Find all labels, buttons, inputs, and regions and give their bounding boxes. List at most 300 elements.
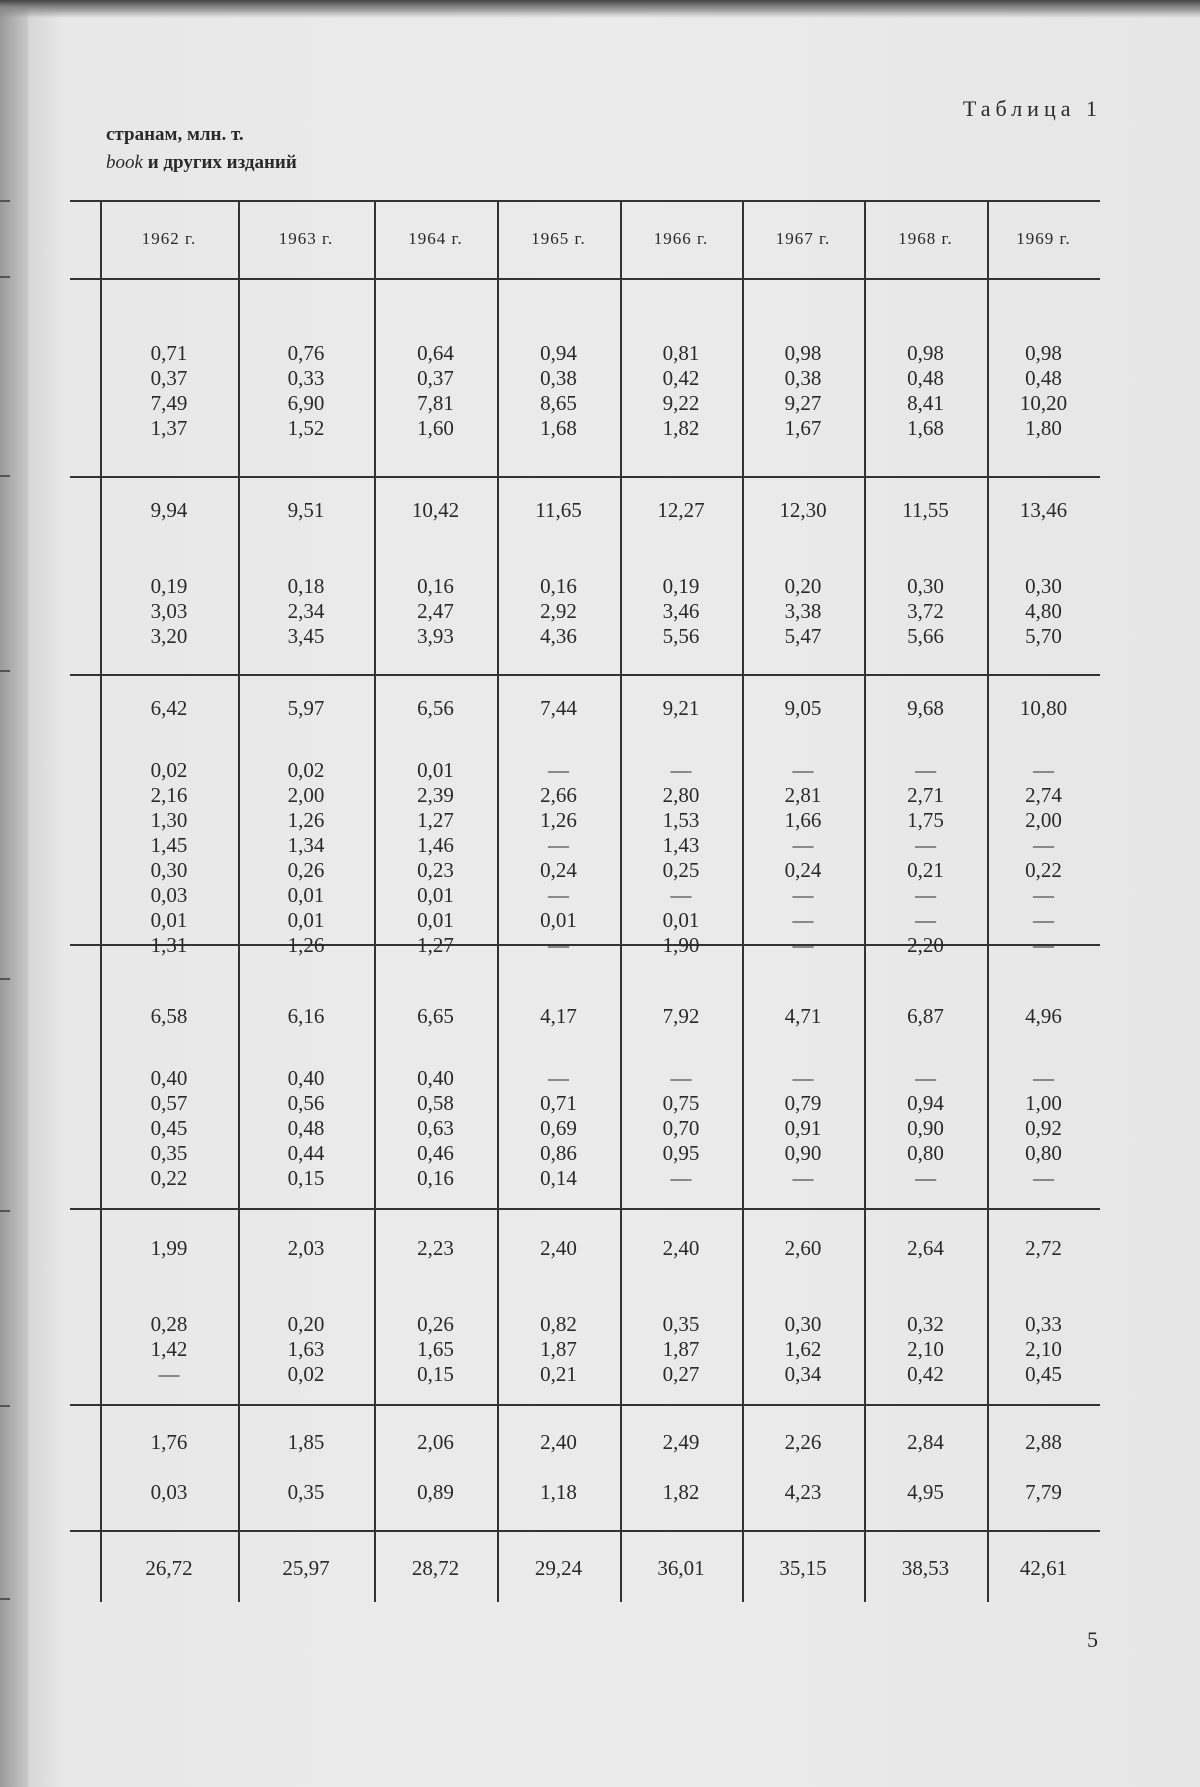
table-value: 0,21 <box>540 1362 577 1386</box>
value-column <box>104 341 234 441</box>
year-header: 1965 г. <box>531 229 586 248</box>
table-value: 2,74 <box>1025 783 1062 807</box>
table-value: 0,37 <box>150 366 188 390</box>
table-value: 2,81 <box>784 783 822 807</box>
table-value: 1,82 <box>662 416 700 440</box>
table-value: 1,43 <box>662 833 700 857</box>
table-value: 0,48 <box>1025 366 1062 390</box>
table-value: 0,02 <box>287 1362 325 1386</box>
table-value: 2,34 <box>287 599 325 623</box>
table-value: 6,90 <box>287 391 325 415</box>
table-value: — <box>915 758 936 782</box>
table-value: 3,72 <box>907 599 944 623</box>
table-value: 1,45 <box>150 833 188 857</box>
table-value: 0,35 <box>287 1480 325 1504</box>
table-value: 0,34 <box>784 1362 822 1386</box>
group-total-value: 6,58 <box>150 1004 188 1028</box>
value-column <box>991 1480 1096 1505</box>
table-value: 0,15 <box>287 1166 325 1190</box>
table-value: 0,16 <box>417 574 454 598</box>
table-value: 0,58 <box>417 1091 454 1115</box>
group-total-value: 7,92 <box>662 1004 700 1028</box>
value-column <box>104 1312 234 1387</box>
value-column <box>746 341 860 441</box>
group-total-value: 6,42 <box>150 696 188 720</box>
group-total-value: 29,24 <box>534 1556 583 1580</box>
table-value: — <box>548 883 569 907</box>
table-value: — <box>915 908 936 932</box>
table-value: 1,27 <box>417 933 454 957</box>
value-column <box>746 1066 860 1191</box>
table-value: 0,01 <box>417 883 454 907</box>
column-divider <box>864 200 866 1602</box>
group-total-value: 36,01 <box>657 1556 705 1580</box>
table-value: 0,75 <box>662 1091 700 1115</box>
value-column <box>242 1480 370 1505</box>
column-divider <box>742 200 744 1602</box>
group-total-value: 2,49 <box>662 1430 700 1454</box>
table-value: 0,33 <box>1025 1312 1062 1336</box>
table-value: — <box>158 1362 180 1386</box>
table-value: 2,47 <box>417 599 454 623</box>
table-value: 8,41 <box>907 391 944 415</box>
table-value: 5,56 <box>662 624 700 648</box>
group-total-value: 2,84 <box>907 1430 944 1454</box>
value-column <box>104 758 234 958</box>
table-value: 0,35 <box>662 1312 700 1336</box>
table-value: 0,26 <box>287 858 325 882</box>
table-value: 0,03 <box>150 1480 188 1504</box>
table-value: 0,79 <box>784 1091 822 1115</box>
table-value: 0,45 <box>1025 1362 1062 1386</box>
table-value: 0,42 <box>907 1362 944 1386</box>
group-total-value: 2,40 <box>540 1236 577 1260</box>
table-value: 0,40 <box>417 1066 454 1090</box>
table-value: 1,46 <box>417 833 454 857</box>
table-value: 7,79 <box>1025 1480 1062 1504</box>
table-value: 1,68 <box>907 416 944 440</box>
table-value: 0,86 <box>540 1141 577 1165</box>
column-divider <box>100 200 102 1602</box>
table-value: 0,95 <box>662 1141 700 1165</box>
table-value: 9,27 <box>784 391 822 415</box>
header-line-1: странам, млн. т. <box>106 124 244 145</box>
table-value: 7,49 <box>150 391 188 415</box>
table-value: 0,42 <box>662 366 700 390</box>
table-value: 0,27 <box>662 1362 700 1386</box>
group-total-value: 11,55 <box>902 498 949 522</box>
value-column <box>501 1312 616 1387</box>
margin-mark <box>0 1405 10 1407</box>
table-value: 0,40 <box>287 1066 325 1090</box>
group-total-value: 4,96 <box>1025 1004 1062 1028</box>
group-total-value: 11,65 <box>535 498 582 522</box>
group-total-value: 1,99 <box>150 1236 188 1260</box>
table-value: 0,01 <box>417 908 454 932</box>
table-value: 0,01 <box>150 908 188 932</box>
value-column <box>378 1312 493 1387</box>
table-value: — <box>548 1066 569 1090</box>
table-value: 4,23 <box>784 1480 822 1504</box>
table-value: 0,82 <box>540 1312 577 1336</box>
value-column <box>242 758 370 958</box>
value-column <box>868 1312 983 1387</box>
table-value: 0,01 <box>540 908 577 932</box>
table-value: 3,38 <box>784 599 822 623</box>
value-column <box>624 574 738 649</box>
margin-mark <box>0 200 10 202</box>
table-value: 2,71 <box>907 783 944 807</box>
table-value: — <box>1033 1066 1054 1090</box>
margin-mark <box>0 670 10 672</box>
group-total-value: 2,88 <box>1025 1430 1062 1454</box>
table-value: 0,21 <box>907 858 944 882</box>
table-value: 2,00 <box>287 783 325 807</box>
header-line-2-rest: и других изданий <box>147 152 297 173</box>
column-divider <box>620 200 622 1602</box>
table-value: 0,32 <box>907 1312 944 1336</box>
table-value: 0,30 <box>1025 574 1062 598</box>
value-column <box>624 1312 738 1387</box>
table-value: 0,48 <box>907 366 944 390</box>
value-column <box>624 1480 738 1505</box>
table-value: 9,22 <box>662 391 700 415</box>
value-column <box>868 341 983 441</box>
table-value: 0,69 <box>540 1116 577 1140</box>
value-column <box>501 574 616 649</box>
value-column <box>624 341 738 441</box>
value-column <box>501 1066 616 1191</box>
table-value: 0,01 <box>417 758 454 782</box>
table-value: 0,71 <box>150 341 188 365</box>
group-total-value: 6,56 <box>417 696 454 720</box>
table-value: 1,30 <box>150 808 188 832</box>
table-value: 2,92 <box>540 599 577 623</box>
value-column <box>378 574 493 649</box>
year-header: 1967 г. <box>775 229 831 248</box>
group-total-value: 25,97 <box>282 1556 330 1580</box>
table-value: 2,00 <box>1025 808 1062 832</box>
table-value: 0,24 <box>540 858 577 882</box>
table-value: 0,90 <box>907 1116 944 1140</box>
group-total-value: 35,15 <box>779 1556 827 1580</box>
table-value: 0,90 <box>784 1141 822 1165</box>
table-value: 0,22 <box>150 1166 188 1190</box>
table-value: — <box>792 1066 814 1090</box>
table-value: 0,63 <box>417 1116 454 1140</box>
table-value: 1,63 <box>287 1337 325 1361</box>
table-value: 1,80 <box>1025 416 1062 440</box>
table-value: 1,26 <box>287 933 325 957</box>
group-total-value: 9,51 <box>287 498 325 522</box>
value-column <box>991 758 1096 958</box>
table-value: 1,52 <box>287 416 325 440</box>
group-total-value: 5,97 <box>287 696 325 720</box>
table-value: 0,20 <box>784 574 822 598</box>
table-value: 0,38 <box>784 366 822 390</box>
group-total-value: 26,72 <box>145 1556 193 1580</box>
group-total-value: 9,94 <box>150 498 188 522</box>
table-value: 0,92 <box>1025 1116 1062 1140</box>
value-column <box>378 758 493 958</box>
value-column <box>991 574 1096 649</box>
table-value: — <box>670 1066 692 1090</box>
table-value: 3,93 <box>417 624 454 648</box>
value-column <box>868 574 983 649</box>
table-value: 1,90 <box>662 933 700 957</box>
value-column <box>991 341 1096 441</box>
value-column <box>991 1312 1096 1387</box>
table-value: 3,20 <box>150 624 188 648</box>
table-value: 0,02 <box>287 758 325 782</box>
table-value: 5,70 <box>1025 624 1062 648</box>
table-value: 0,64 <box>417 341 454 365</box>
year-header: 1966 г. <box>653 229 709 248</box>
data-table <box>70 200 1100 1602</box>
table-value: 0,19 <box>150 574 188 598</box>
table-value: 0,30 <box>907 574 944 598</box>
table-value: 2,10 <box>907 1337 944 1361</box>
group-total-value: 2,72 <box>1025 1236 1062 1260</box>
group-total-value: 4,17 <box>540 1004 577 1028</box>
table-rule <box>70 1404 1100 1406</box>
table-value: 5,47 <box>784 624 822 648</box>
table-value: 0,28 <box>150 1312 188 1336</box>
table-value: 0,81 <box>662 341 700 365</box>
value-column <box>501 1480 616 1505</box>
table-value: 1,37 <box>150 416 188 440</box>
table-value: — <box>1033 933 1054 957</box>
value-column <box>501 341 616 441</box>
group-total-value: 4,71 <box>784 1004 822 1028</box>
group-total-value: 1,85 <box>287 1430 325 1454</box>
table-value: 10,20 <box>1019 391 1068 415</box>
table-value: 3,46 <box>662 599 700 623</box>
table-value: 0,30 <box>784 1312 822 1336</box>
table-value: 2,10 <box>1025 1337 1062 1361</box>
page-number: 5 <box>1087 1627 1098 1652</box>
table-value: 2,80 <box>662 783 700 807</box>
table-value: — <box>792 758 814 782</box>
table-value: 1,66 <box>784 808 822 832</box>
table-value: 0,98 <box>907 341 944 365</box>
year-header: 1962 г. <box>141 229 197 248</box>
table-value: 0,26 <box>417 1312 454 1336</box>
table-value: 2,39 <box>417 783 454 807</box>
table-value: 0,46 <box>417 1141 454 1165</box>
table-value: 0,24 <box>784 858 822 882</box>
value-column <box>242 341 370 441</box>
table-value: 0,40 <box>150 1066 188 1090</box>
table-value: 1,31 <box>150 933 188 957</box>
value-column <box>746 1480 860 1505</box>
table-rule <box>70 1530 1100 1532</box>
table-value: 0,98 <box>1025 341 1062 365</box>
table-value: 0,70 <box>662 1116 700 1140</box>
table-value: 0,22 <box>1025 858 1062 882</box>
table-value: 1,68 <box>540 416 577 440</box>
group-total-value: 2,40 <box>540 1430 577 1454</box>
table-value: 0,33 <box>287 366 325 390</box>
table-value: 4,80 <box>1025 599 1062 623</box>
table-value: — <box>1033 758 1054 782</box>
group-total-value: 1,76 <box>150 1430 188 1454</box>
scan-shadow <box>0 0 1200 18</box>
table-value: 1,26 <box>540 808 577 832</box>
table-value: — <box>670 1166 692 1190</box>
table-value: 1,27 <box>417 808 454 832</box>
header-italic-word: book <box>106 152 143 173</box>
table-value: 1,82 <box>662 1480 700 1504</box>
table-value: 0,01 <box>287 908 325 932</box>
table-value: 0,91 <box>784 1116 822 1140</box>
value-column <box>104 574 234 649</box>
table-value: — <box>792 833 814 857</box>
table-value: — <box>1033 908 1054 932</box>
table-value: 0,02 <box>150 758 188 782</box>
table-value: 7,81 <box>417 391 454 415</box>
table-value: 8,65 <box>540 391 577 415</box>
value-column <box>868 1066 983 1191</box>
group-total-value: 6,16 <box>287 1004 325 1028</box>
table-value: 0,15 <box>417 1362 454 1386</box>
table-value: 0,16 <box>540 574 577 598</box>
table-rule <box>70 278 1100 280</box>
table-value: 3,03 <box>150 599 188 623</box>
table-value: — <box>792 933 814 957</box>
group-total-value: 12,27 <box>657 498 705 522</box>
value-column <box>868 758 983 958</box>
table-value: 1,87 <box>662 1337 700 1361</box>
value-column <box>746 758 860 958</box>
table-value: — <box>792 1166 814 1190</box>
column-divider <box>497 200 499 1602</box>
group-total-value: 2,26 <box>784 1430 822 1454</box>
table-rule <box>70 1208 1100 1210</box>
table-rule <box>70 674 1100 676</box>
table-value: 5,66 <box>907 624 944 648</box>
table-value: 1,42 <box>150 1337 188 1361</box>
group-total-value: 28,72 <box>411 1556 460 1580</box>
table-value: 3,45 <box>287 624 325 648</box>
table-rule <box>70 476 1100 478</box>
table-value: 4,95 <box>907 1480 944 1504</box>
table-value: 0,25 <box>662 858 700 882</box>
year-header: 1968 г. <box>898 229 953 248</box>
table-value: 0,14 <box>540 1166 577 1190</box>
table-value: 2,66 <box>540 783 577 807</box>
table-value: 0,16 <box>417 1166 454 1190</box>
value-column <box>378 1480 493 1505</box>
table-value: 0,19 <box>662 574 700 598</box>
table-value: 0,30 <box>150 858 188 882</box>
value-column <box>242 574 370 649</box>
table-value: 0,98 <box>784 341 822 365</box>
table-value: 2,16 <box>150 783 188 807</box>
margin-mark <box>0 1598 10 1600</box>
value-column <box>746 574 860 649</box>
group-total-value: 9,21 <box>662 696 700 720</box>
table-value: 1,18 <box>540 1480 577 1504</box>
margin-mark <box>0 1210 10 1212</box>
table-value: 2,20 <box>907 933 944 957</box>
table-value: 0,89 <box>417 1480 454 1504</box>
table-value: 1,62 <box>784 1337 822 1361</box>
table-value: 1,26 <box>287 808 325 832</box>
column-divider <box>238 200 240 1602</box>
value-column <box>378 1066 493 1191</box>
table-value: — <box>915 833 936 857</box>
group-total-value: 9,68 <box>907 696 944 720</box>
margin-mark <box>0 276 10 278</box>
table-value: 1,53 <box>662 808 700 832</box>
table-value: — <box>548 833 569 857</box>
table-value: 1,00 <box>1025 1091 1062 1115</box>
value-column <box>242 1066 370 1191</box>
group-total-value: 2,64 <box>907 1236 944 1260</box>
table-value: 0,01 <box>662 908 700 932</box>
group-total-value: 10,80 <box>1019 696 1068 720</box>
value-column <box>624 758 738 958</box>
table-value: 4,36 <box>540 624 577 648</box>
book-spine <box>0 0 28 1787</box>
margin-mark <box>0 475 10 477</box>
table-value: — <box>915 883 936 907</box>
year-header: 1969 г. <box>1016 229 1071 248</box>
table-value: — <box>915 1066 936 1090</box>
table-value: 0,01 <box>287 883 325 907</box>
value-column <box>991 1066 1096 1191</box>
table-value: 1,87 <box>540 1337 577 1361</box>
table-value: 0,37 <box>417 366 454 390</box>
group-total-value: 42,61 <box>1019 1556 1068 1580</box>
table-value: 0,44 <box>287 1141 325 1165</box>
table-value: 0,35 <box>150 1141 188 1165</box>
table-value: 1,75 <box>907 808 944 832</box>
group-total-value: 12,30 <box>779 498 827 522</box>
table-value: 0,76 <box>287 341 325 365</box>
table-value: — <box>1033 1166 1054 1190</box>
group-total-value: 2,23 <box>417 1236 454 1260</box>
column-divider <box>987 200 989 1602</box>
table-value: — <box>548 758 569 782</box>
table-value: 1,65 <box>417 1337 454 1361</box>
table-value: 1,60 <box>417 416 454 440</box>
value-column <box>868 1480 983 1505</box>
table-value: — <box>548 933 569 957</box>
value-column <box>501 758 616 958</box>
table-value: — <box>670 883 692 907</box>
table-value: — <box>670 758 692 782</box>
table-label: Таблица 1 <box>962 96 1102 121</box>
table-value: 0,23 <box>417 858 454 882</box>
group-total-value: 10,42 <box>411 498 460 522</box>
group-total-value: 2,60 <box>784 1236 822 1260</box>
table-value: 0,56 <box>287 1091 325 1115</box>
table-value: 0,94 <box>540 341 577 365</box>
value-column <box>104 1066 234 1191</box>
table-value: 1,34 <box>287 833 325 857</box>
table-value: 0,18 <box>287 574 325 598</box>
group-total-value: 13,46 <box>1019 498 1068 522</box>
table-value: 0,57 <box>150 1091 188 1115</box>
table-value: 0,71 <box>540 1091 577 1115</box>
group-total-value: 2,40 <box>662 1236 700 1260</box>
value-column <box>378 341 493 441</box>
header-line-2 <box>106 152 297 174</box>
value-column <box>104 1480 234 1505</box>
table-value: — <box>1033 833 1054 857</box>
